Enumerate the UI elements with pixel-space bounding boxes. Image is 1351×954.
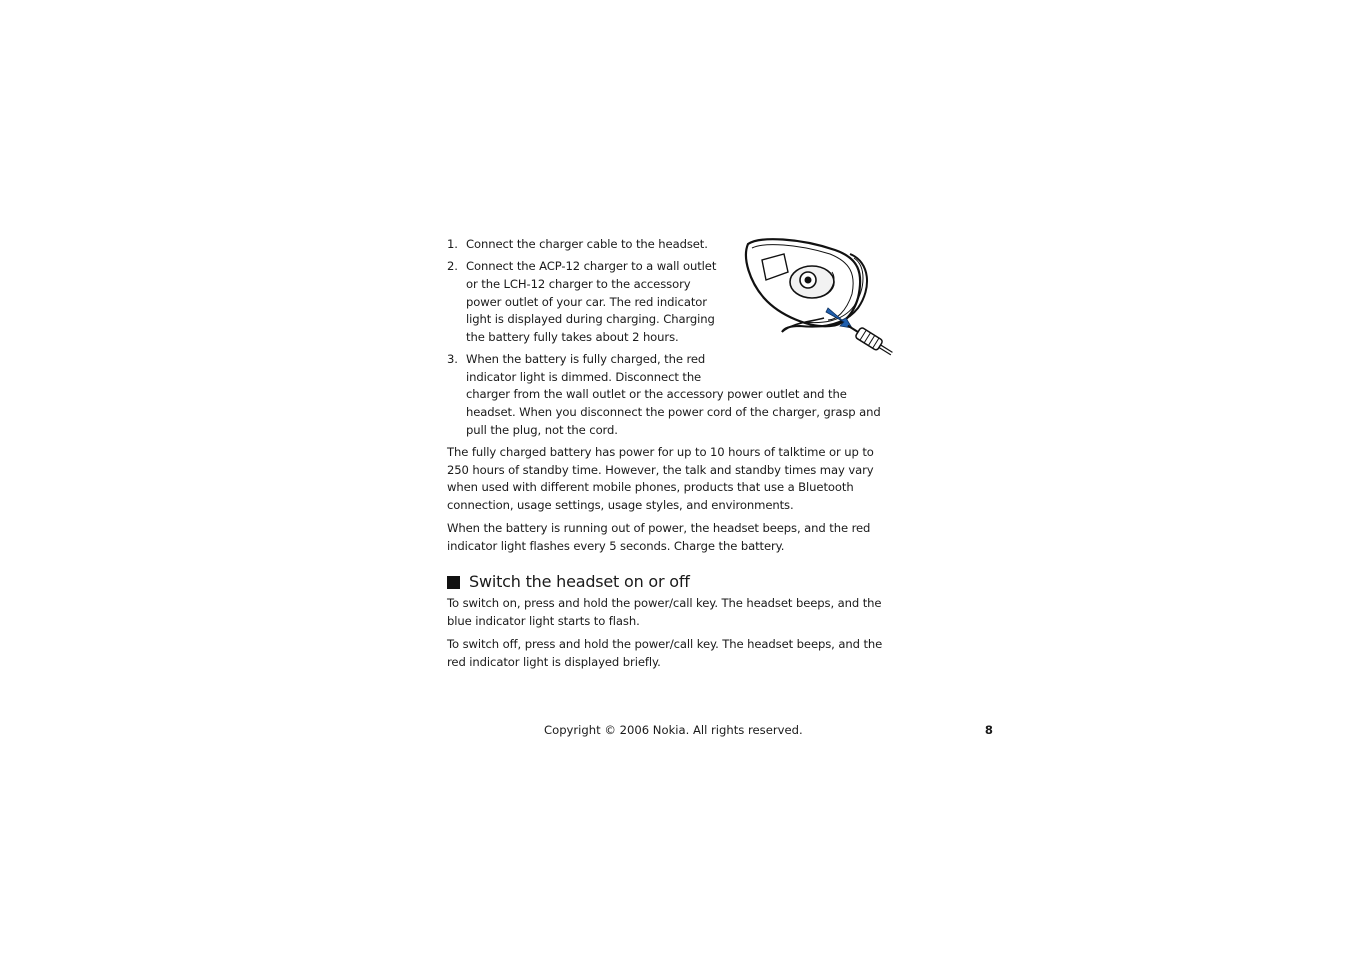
- low-battery-paragraph: When the battery is running out of power, the headset beeps, and the red indicator light flashes every 5 seconds. Charge the battery.: [447, 520, 871, 553]
- switch-off-paragraph: To switch off, press and hold the power/call key. The headset beeps, and the red indicator light is displayed briefly.: [447, 636, 883, 669]
- step-text: Connect the ACP-12 charger to a wall outlet or the LCH-12 charger to the accessory power outlet of your car. The red indicator light is displayed during charging. Charging the battery fully takes about 2 hours.: [466, 259, 717, 344]
- step-text-line: indicator light is dimmed. Disconnect the: [466, 369, 702, 384]
- heading-square-icon: [447, 576, 460, 589]
- battery-talktime-paragraph: The fully charged battery has power for up to 10 hours of talktime or up to 250 hours of standby time. However, the talk and standby times may vary when used with different mobile phones, products that use a Bluetooth connection, usage settings, usage styles, and environments.: [447, 444, 874, 513]
- copyright-notice: Copyright © 2006 Nokia. All rights reserved.: [544, 723, 803, 737]
- step-text: Connect the charger cable to the headset.: [466, 237, 708, 251]
- step-number: 1.: [447, 237, 458, 251]
- headset-charger-illustration-icon: [740, 236, 906, 366]
- switch-on-paragraph: To switch on, press and hold the power/call key. The headset beeps, and the blue indicator light starts to flash.: [447, 596, 882, 629]
- page-number: 8: [984, 723, 993, 737]
- step-text-line: When the battery is fully charged, the red: [466, 352, 706, 366]
- step-number: 2.: [447, 259, 458, 274]
- section-heading: [447, 572, 897, 592]
- step-text: charger from the wall outlet or the accessory power outlet and the headset. When you disconnect the power cord of the charger, grasp and pull the plug, not the cord.: [466, 387, 881, 437]
- step-number: 3.: [447, 352, 458, 366]
- section-title: Switch the headset on or off: [469, 572, 690, 592]
